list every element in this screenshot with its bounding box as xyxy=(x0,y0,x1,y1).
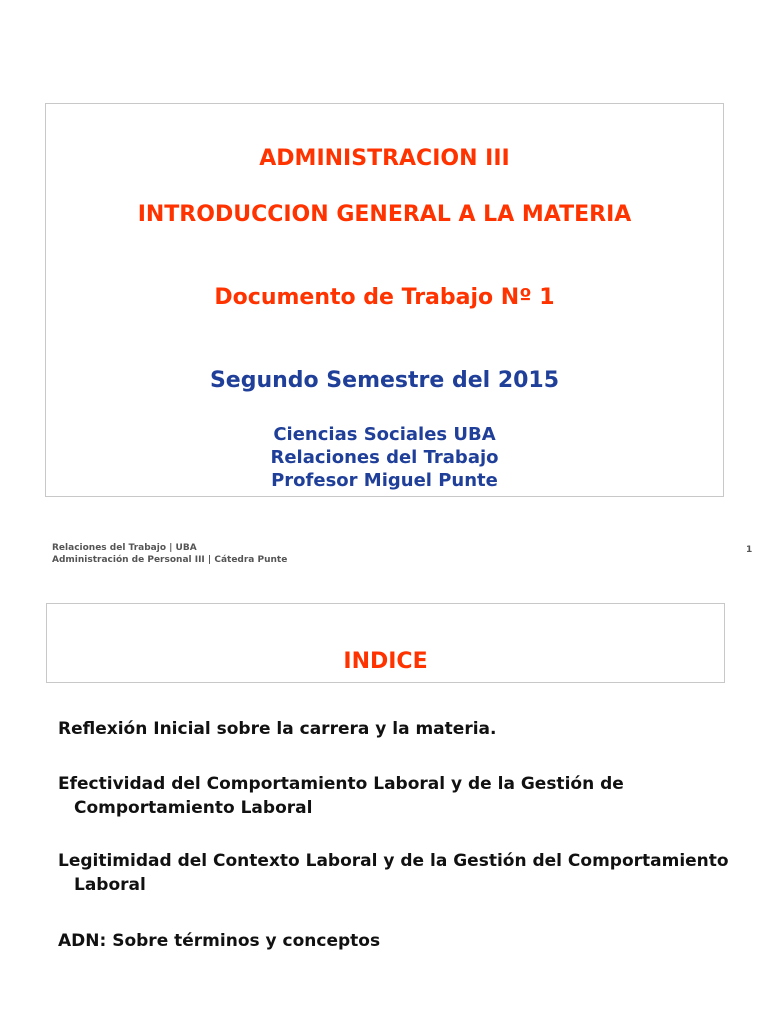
semester-label: Segundo Semestre del 2015 xyxy=(209,368,560,393)
document-title: Documento de Trabajo Nº 1 xyxy=(214,285,555,310)
footer-line-2: Administración de Personal III | Cátedra Punte xyxy=(52,555,288,565)
index-item: Efectividad del Comportamiento Laboral y de la Gestión de Comportamiento Laboral xyxy=(58,774,624,818)
course-title: ADMINISTRACION III xyxy=(259,146,510,171)
page-number: 1 xyxy=(746,545,753,555)
faculty-label: Ciencias Sociales UBA xyxy=(273,424,496,445)
course-subtitle: INTRODUCCION GENERAL A LA MATERIA xyxy=(137,202,632,227)
professor-label: Profesor Miguel Punte xyxy=(271,470,498,491)
index-title: INDICE xyxy=(343,649,428,674)
cover-slide xyxy=(45,103,724,497)
career-label: Relaciones del Trabajo xyxy=(270,447,499,468)
index-item: ADN: Sobre términos y conceptos xyxy=(58,931,381,951)
slide-footer xyxy=(52,542,287,566)
index-item: Legitimidad del Contexto Laboral y de la Gestión del Comportamiento Laboral xyxy=(58,851,729,895)
footer-line-1: Relaciones del Trabajo | UBA xyxy=(52,543,197,553)
index-header-box xyxy=(46,603,725,683)
index-item: Reflexión Inicial sobre la carrera y la materia. xyxy=(58,719,497,739)
